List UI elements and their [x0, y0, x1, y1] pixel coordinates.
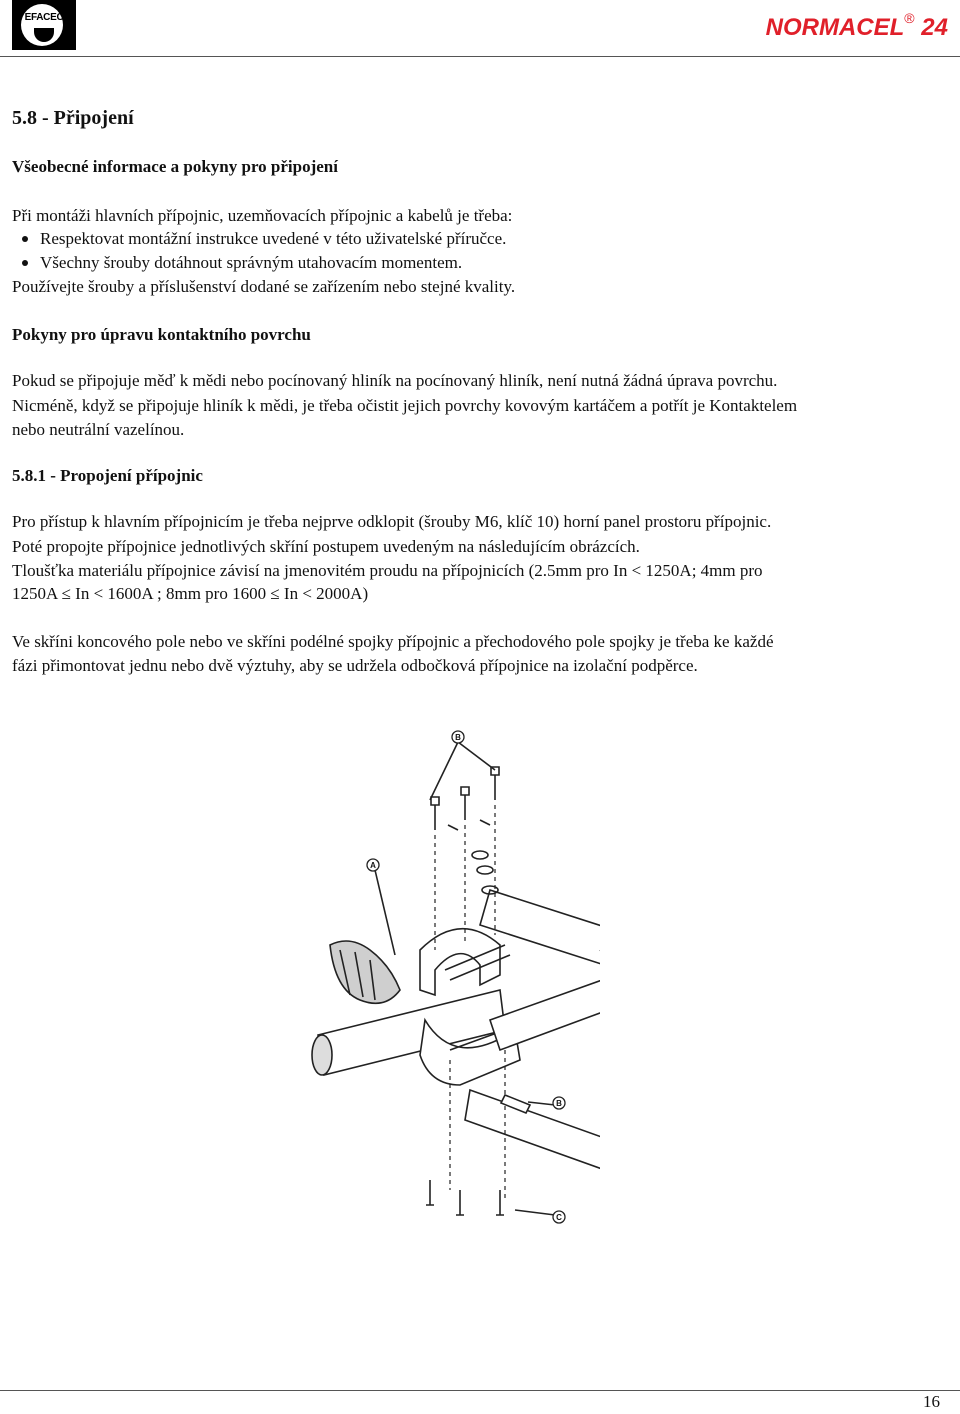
after-bullets-text: Používejte šrouby a příslušenství dodané se zařízením nebo stejné kvality.: [12, 277, 516, 296]
logo-text: EFACEC: [24, 12, 64, 23]
section-title: 5.8 - Připojení: [12, 107, 134, 129]
figure-label-b-bottom: B: [556, 1099, 562, 1108]
busbar-assembly-diagram: [300, 720, 600, 1230]
footer-divider: [0, 1390, 960, 1391]
subsection-line: 1250A ≤ In < 1600A ; 8mm pro 1600 ≤ In < 2000A): [12, 584, 369, 603]
para2-line: Ve skříni koncového pole nebo ve skříni podélné spojky přípojnic a přechodového pole spojky je třeba ke každé: [12, 632, 774, 651]
surface-line: Pokud se připojuje měď k mědi nebo pocínovaný hliník na pocínovaný hliník, není nutná žádná úprava povrchu.: [12, 371, 778, 390]
intro-text: Při montáži hlavních přípojnic, uzemňovacích přípojnic a kabelů je třeba:: [12, 206, 513, 225]
bullet-icon: [22, 236, 28, 242]
subsection-line: Poté propojte přípojnice jednotlivých skříní postupem uvedeným na následujícím obrázcích.: [12, 537, 640, 556]
bullet-item: Všechny šrouby dotáhnout správným utahovacím momentem.: [40, 253, 463, 272]
para2-line: fázi přimontovat jednu nebo dvě výztuhy, aby se udržela odbočková přípojnice na izolační podpěrce.: [12, 656, 698, 675]
surface-heading: Pokyny pro úpravu kontaktního povrchu: [12, 325, 311, 344]
subsection-line: Pro přístup k hlavním přípojnicím je třeba nejprve odklopit (šrouby M6, klíč 10) horní panel prostoru přípojnic.: [12, 512, 772, 531]
surface-line: nebo neutrální vazelínou.: [12, 420, 185, 439]
general-heading: Všeobecné informace a pokyny pro připojení: [12, 157, 338, 176]
page-number: 16: [923, 1392, 940, 1411]
subsection-line: Tloušťka materiálu přípojnice závisí na jmenovitém proudu na přípojnicích (2.5mm pro In < 1250A; 4mm pro: [12, 561, 763, 580]
figure-label-c: C: [556, 1213, 562, 1222]
brand-name: NORMACEL: [765, 14, 905, 41]
brand-number: 24: [921, 14, 948, 41]
subsection-title: 5.8.1 - Propojení přípojnic: [12, 466, 203, 485]
efacec-logo: [12, 0, 76, 50]
brand-title: [765, 10, 948, 42]
figure-label-b-top: B: [455, 733, 461, 742]
header-divider: [0, 56, 960, 57]
figure-label-a: A: [370, 861, 376, 870]
bullet-icon: [22, 260, 28, 266]
surface-line: Nicméně, když se připojuje hliník k mědi, je třeba očistit jejich povrchy kovovým kartáčem a potřít je Kontaktelem: [12, 396, 798, 415]
bullet-item: Respektovat montážní instrukce uvedené v této uživatelské příručce.: [40, 229, 507, 248]
registered-mark: ®: [904, 10, 915, 26]
